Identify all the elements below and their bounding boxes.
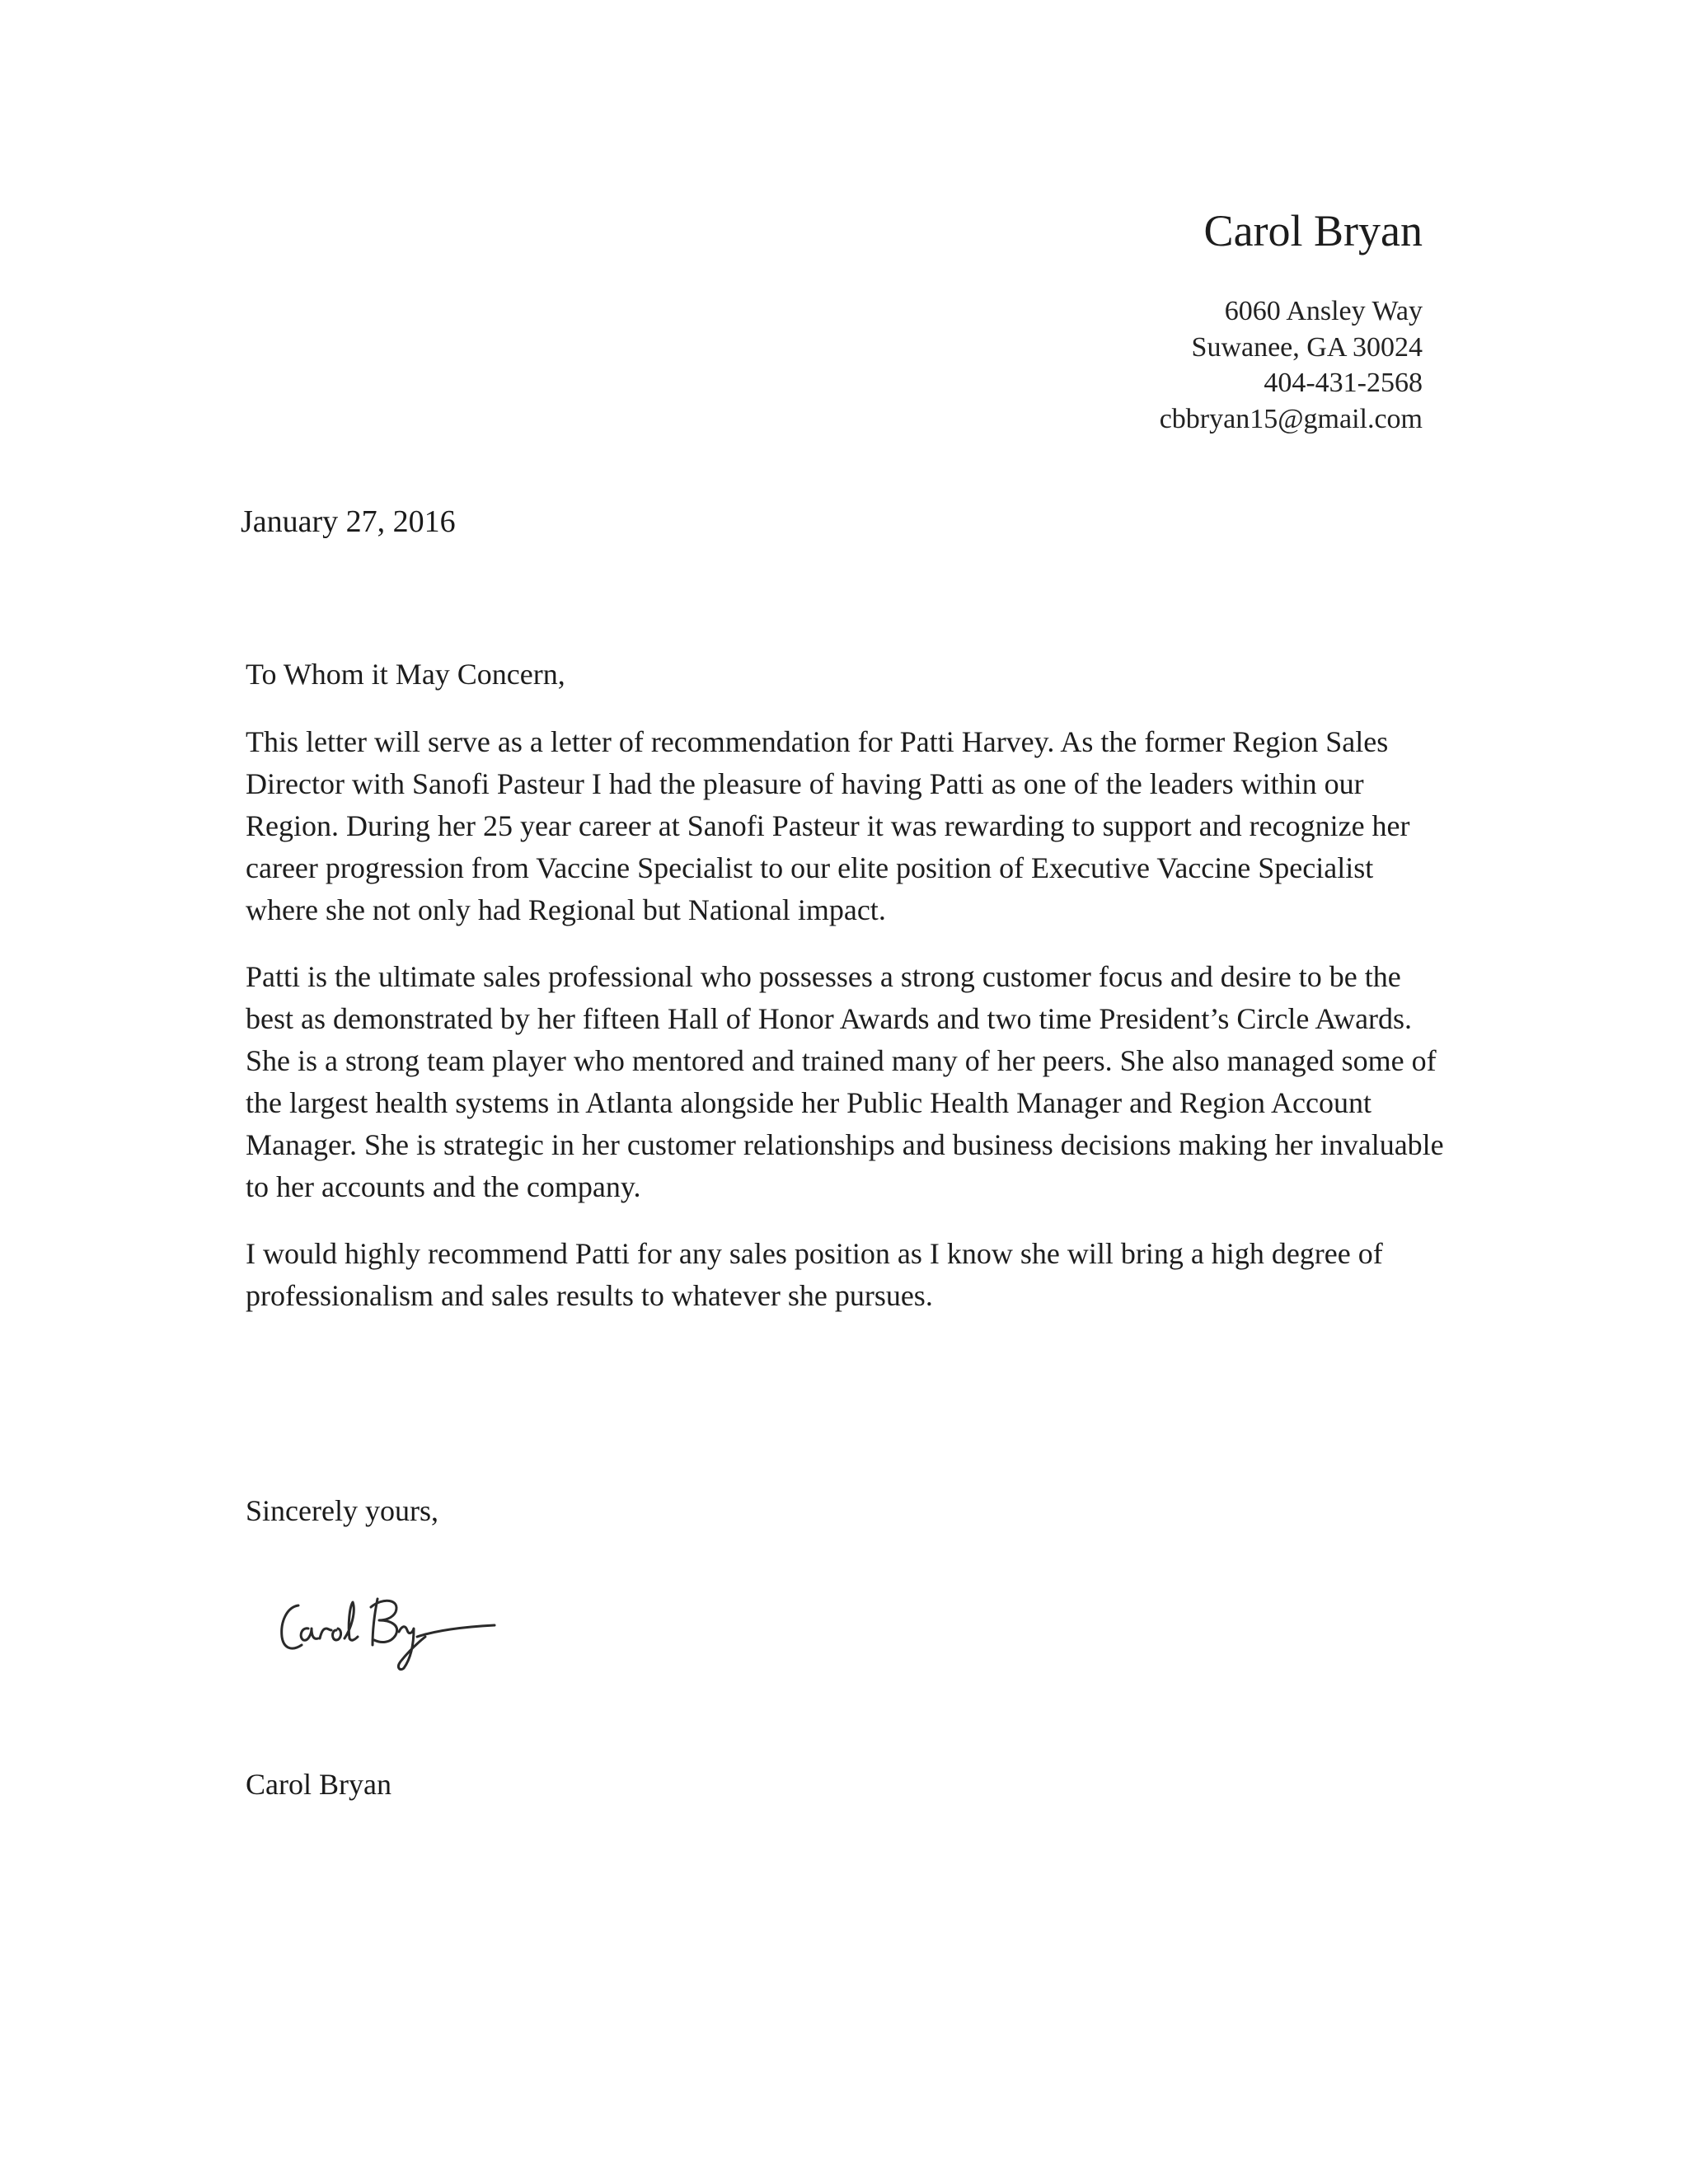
handwritten-signature: [272, 1582, 519, 1681]
letter-date: January 27, 2016: [241, 504, 456, 539]
address-phone: 404-431-2568: [1264, 368, 1423, 398]
closing: Sincerely yours,: [246, 1494, 438, 1527]
signer-name: Carol Bryan: [246, 1768, 392, 1801]
paragraph-2: Patti is the ultimate sales professional who possesses a strong customer focus and desire to be the best as demonstrated by her fifteen Hall of Honor Awards and two time President’s Circle Awards. She is a strong team player who mentored and trained many of her peers. She also managed some of the largest health systems in Atlanta alongside her Public Health Manager and Region Account Manager. She is strategic in her customer relationships and business decisions making her invaluable to her accounts and the company.: [246, 960, 1444, 1203]
paragraph-1: This letter will serve as a letter of recommendation for Patti Harvey. As the former Region Sales Director with Sanofi Pasteur I had the pleasure of having Patti as one of the leaders within our Region. During her 25 year career at Sanofi Pasteur it was rewarding to support and recognize her career progression from Vaccine Specialist to our elite position of Executive Vaccine Specialist where she not only had Regional but National impact.: [246, 725, 1410, 926]
sender-address: [1160, 293, 1423, 437]
paragraph-3: I would highly recommend Patti for any sales position as I know she will bring a high degree of professionalism and sales results to whatever she pursues.: [246, 1237, 1383, 1312]
sender-name: Carol Bryan: [1203, 206, 1423, 255]
letter-body: [246, 654, 1449, 1342]
address-email: cbbryan15@gmail.com: [1159, 403, 1423, 434]
salutation: To Whom it May Concern,: [246, 658, 565, 691]
address-street: 6060 Ansley Way: [1224, 296, 1423, 326]
address-city: Suwanee, GA 30024: [1191, 331, 1423, 363]
